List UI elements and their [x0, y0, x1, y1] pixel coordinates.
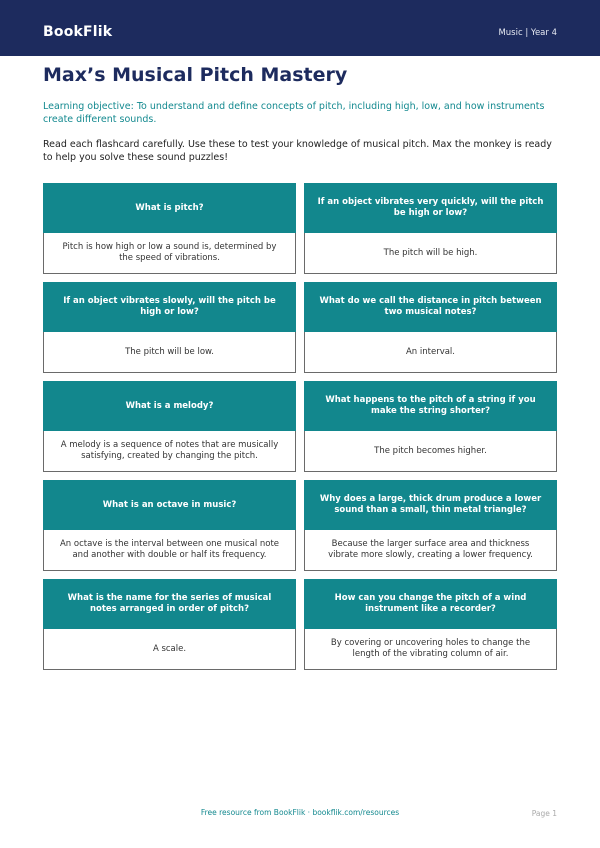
- flashcard-question: What happens to the pitch of a string if you make the string shorter?: [304, 381, 557, 431]
- flashcard-answer: An octave is the interval between one musical note and another with double or half its frequency.: [43, 530, 296, 571]
- flashcard-question: How can you change the pitch of a wind instrument like a recorder?: [304, 579, 557, 629]
- flashcard-answer: The pitch will be high.: [304, 233, 557, 274]
- subject-year-label: Music | Year 4: [498, 28, 557, 38]
- flashcard-answer: Because the larger surface area and thickness vibrate more slowly, creating a lower frequency.: [304, 530, 557, 571]
- flashcard-question: Why does a large, thick drum produce a lower sound than a small, thin metal triangle?: [304, 480, 557, 530]
- flashcard: [43, 282, 296, 373]
- flashcard: [43, 183, 296, 274]
- flashcard-question: If an object vibrates slowly, will the pitch be high or low?: [43, 282, 296, 332]
- page-title: Max’s Musical Pitch Mastery: [43, 64, 348, 86]
- flashcard-answer: The pitch becomes higher.: [304, 431, 557, 472]
- page-number: Page 1: [531, 809, 557, 818]
- learning-objective: Learning objective: To understand and define concepts of pitch, including high, low, and how instruments create different sounds.: [43, 101, 545, 125]
- brand-logo-text[interactable]: BookFlik: [43, 24, 113, 40]
- intro-text: Read each flashcard carefully. Use these to test your knowledge of musical pitch. Max the monkey is ready to help you solve these sound puzzles!: [43, 139, 552, 163]
- flashcard: [304, 183, 557, 274]
- flashcard: [43, 480, 296, 571]
- flashcard-answer: By covering or uncovering holes to change the length of the vibrating column of air.: [304, 629, 557, 670]
- flashcard-answer: A melody is a sequence of notes that are musically satisfying, created by changing the pitch.: [43, 431, 296, 472]
- flashcard-answer: An interval.: [304, 332, 557, 373]
- flashcard: [304, 282, 557, 373]
- flashcard-answer: The pitch will be low.: [43, 332, 296, 373]
- flashcard-answer: A scale.: [43, 629, 296, 670]
- flashcard-question: What is the name for the series of musical notes arranged in order of pitch?: [43, 579, 296, 629]
- flashcard-question: If an object vibrates very quickly, will the pitch be high or low?: [304, 183, 557, 233]
- flashcard: [304, 381, 557, 472]
- footer-resource-link[interactable]: Free resource from BookFlik · bookflik.com/resources: [200, 808, 400, 817]
- flashcard: [43, 381, 296, 472]
- flashcard-question: What is pitch?: [43, 183, 296, 233]
- flashcard: [304, 579, 557, 670]
- flashcard-question: What is an octave in music?: [43, 480, 296, 530]
- flashcard-grid: [43, 183, 557, 670]
- page-header: [0, 0, 600, 56]
- flashcard: [304, 480, 557, 571]
- flashcard: [43, 579, 296, 670]
- flashcard-answer: Pitch is how high or low a sound is, determined by the speed of vibrations.: [43, 233, 296, 274]
- flashcard-question: What is a melody?: [43, 381, 296, 431]
- flashcard-question: What do we call the distance in pitch between two musical notes?: [304, 282, 557, 332]
